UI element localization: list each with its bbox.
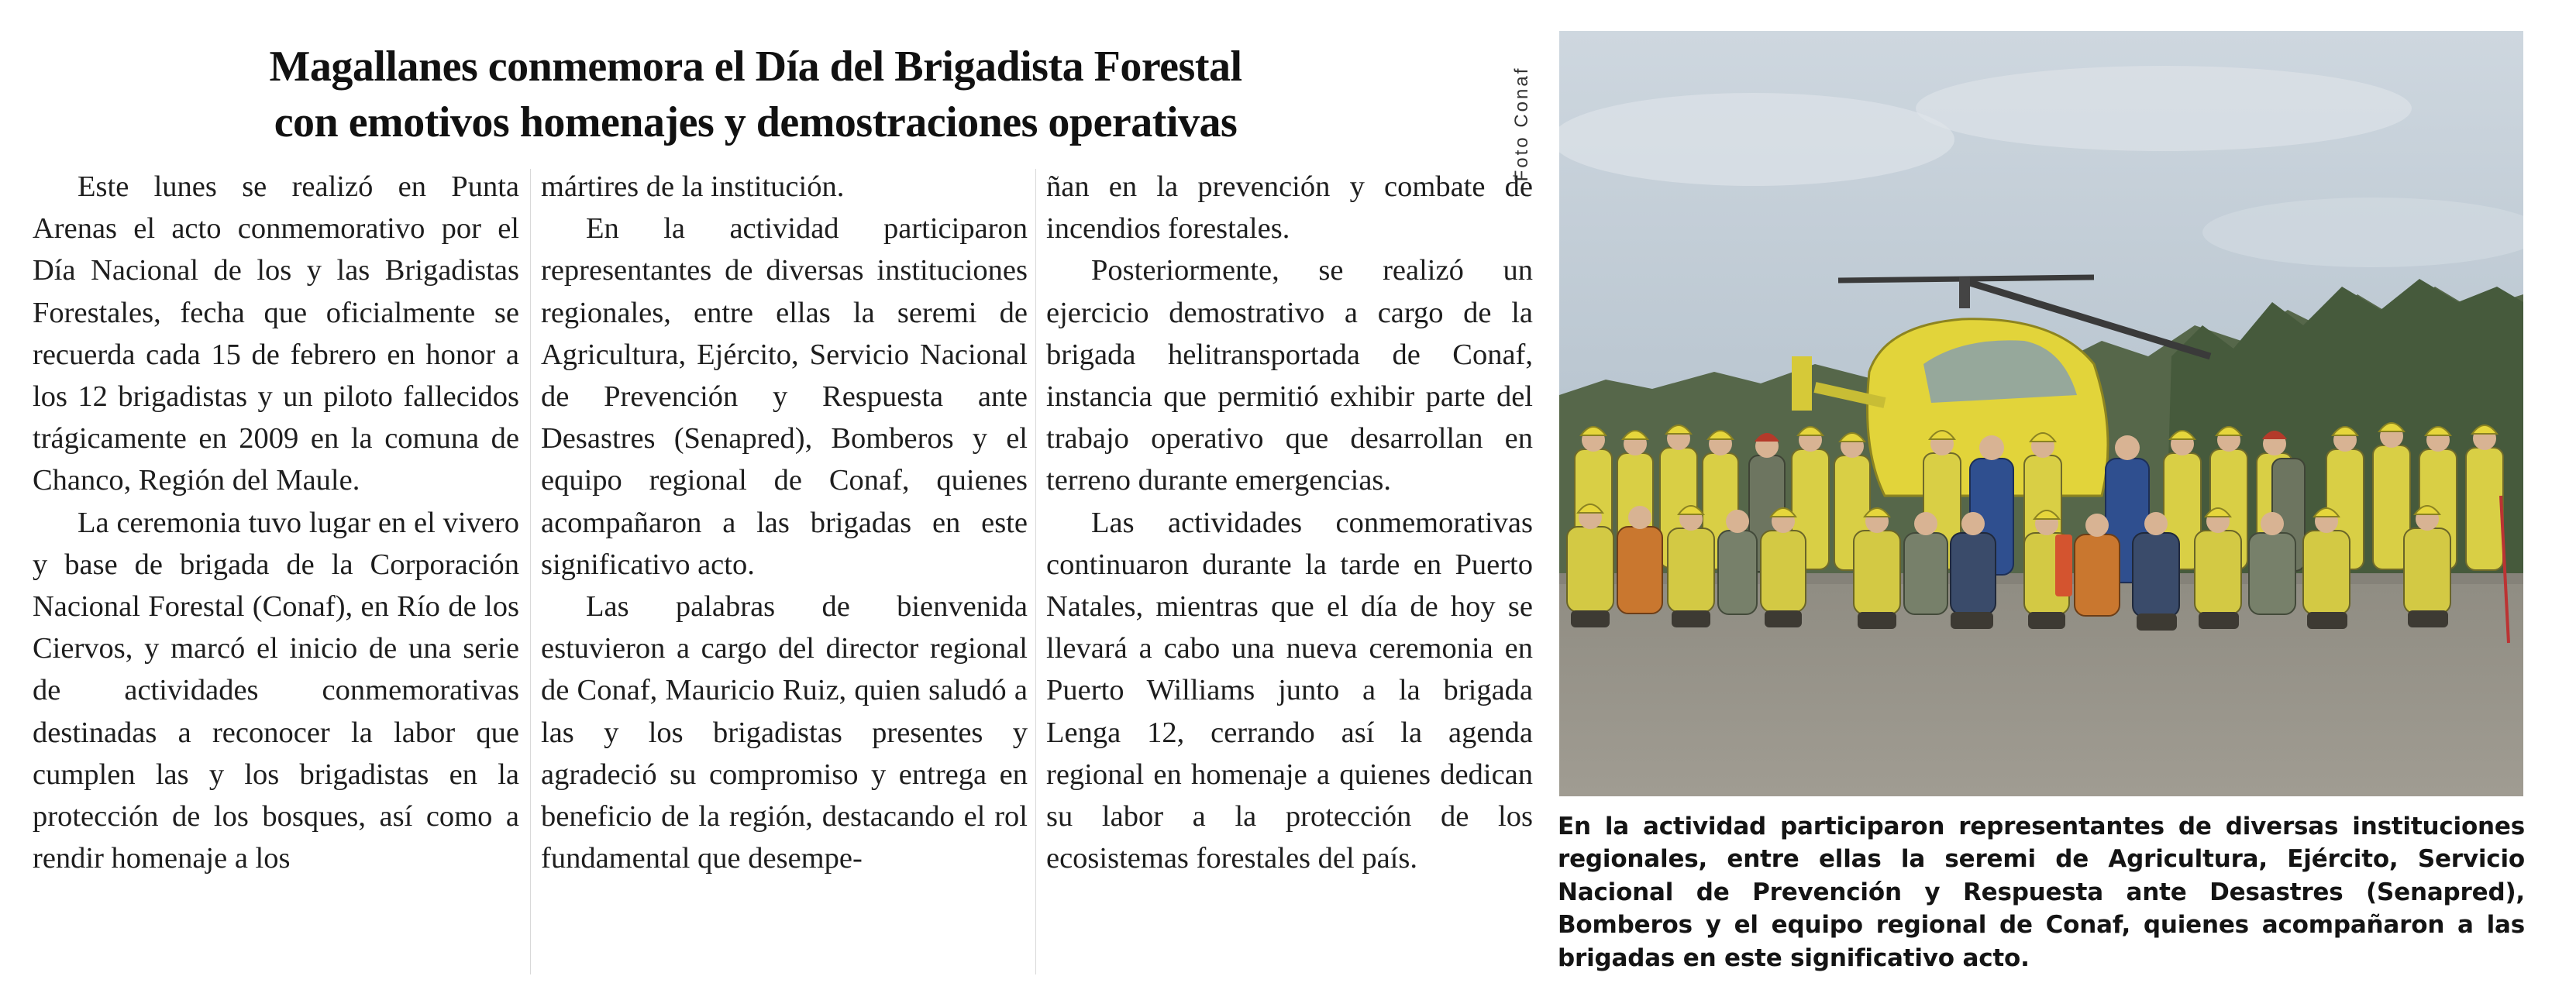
headline-line-2: con emotivos homenajes y demostraciones operativas xyxy=(274,98,1238,146)
article-column-1 xyxy=(33,166,519,879)
photo-credit xyxy=(1507,31,1538,217)
paragraph: Este lunes se realizó en Punta Arenas el acto conmemorativo por el Día Nacional de los y las Brigadistas Forestales, fecha que oficialmente se recuerda cada 15 de febrero en honor a los 12 brigadistas y un piloto fallecidos trágicamente en 2009 en la comuna de Chanco, Región del Maule. xyxy=(33,170,519,497)
column-divider xyxy=(1035,169,1036,974)
paragraph: Posteriormente, se realizó un ejercicio demostrativo a cargo de la brigada helitransportada de Conaf, instancia que permitió exhibir parte del trabajo operativo que desarrollan en terreno durante emergencias. xyxy=(1046,254,1533,497)
photo-caption: En la actividad participaron representantes de diversas instituciones regionales, entre ellas la seremi de Agricultura, Ejército, Servicio Nacional de Prevención y Respuesta ante Desastres (Senapred), Bomberos y el equipo regional de Conaf, quienes acompañaron a las brigadas en este significativo acto. xyxy=(1558,813,2525,972)
paragraph: ñan en la prevención y combate de incendios forestales. xyxy=(1046,170,1533,246)
brigade-group-image xyxy=(1559,31,2523,796)
paragraph: Las palabras de bienvenida estuvieron a cargo del director regional de Conaf, Mauricio Ruiz, quien saludó a las y los brigadistas presentes y agradeció su compromiso y entrega en beneficio de la región, destacando el rol fundamental que desempe- xyxy=(541,590,1028,875)
photo-credit-text: Foto Conaf xyxy=(1511,66,1532,182)
headline-line-1: Magallanes conmemora el Día del Brigadista Forestal xyxy=(269,43,1242,91)
news-photo xyxy=(1559,31,2523,796)
paragraph: mártires de la institución. xyxy=(541,170,845,203)
paragraph: En la actividad participaron representantes de diversas instituciones regionales, entre ellas la seremi de Agricultura, Ejército, Servicio Nacional de Prevención y Respuesta ante Desastres (Senapred), Bomberos y el equipo regional de Conaf, quienes acompañaron a las brigadas en este significativo acto. xyxy=(541,212,1028,581)
column-divider xyxy=(530,169,531,974)
article-column-2 xyxy=(541,166,1028,879)
paragraph: Las actividades conmemorativas continuaron durante la tarde en Puerto Natales, mientras que el día de hoy se llevará a cabo una nueva ceremonia en Puerto Williams junto a la brigada Lenga 12, cerrando así la agenda regional en homenaje a quienes dedican su labor a la protección de los ecosistemas forestales del país. xyxy=(1046,506,1533,875)
article-headline xyxy=(108,39,1403,150)
article-column-3 xyxy=(1046,166,1533,879)
paragraph: La ceremonia tuvo lugar en el vivero y base de brigada de la Corporación Nacional Forestal (Conaf), en Río de los Ciervos, y marcó el inicio de una serie de actividades conmemorativas destinadas a reconocer la labor que cumplen las y los brigadistas en la protección de los bosques, así como a rendir homenaje a los xyxy=(33,506,519,875)
